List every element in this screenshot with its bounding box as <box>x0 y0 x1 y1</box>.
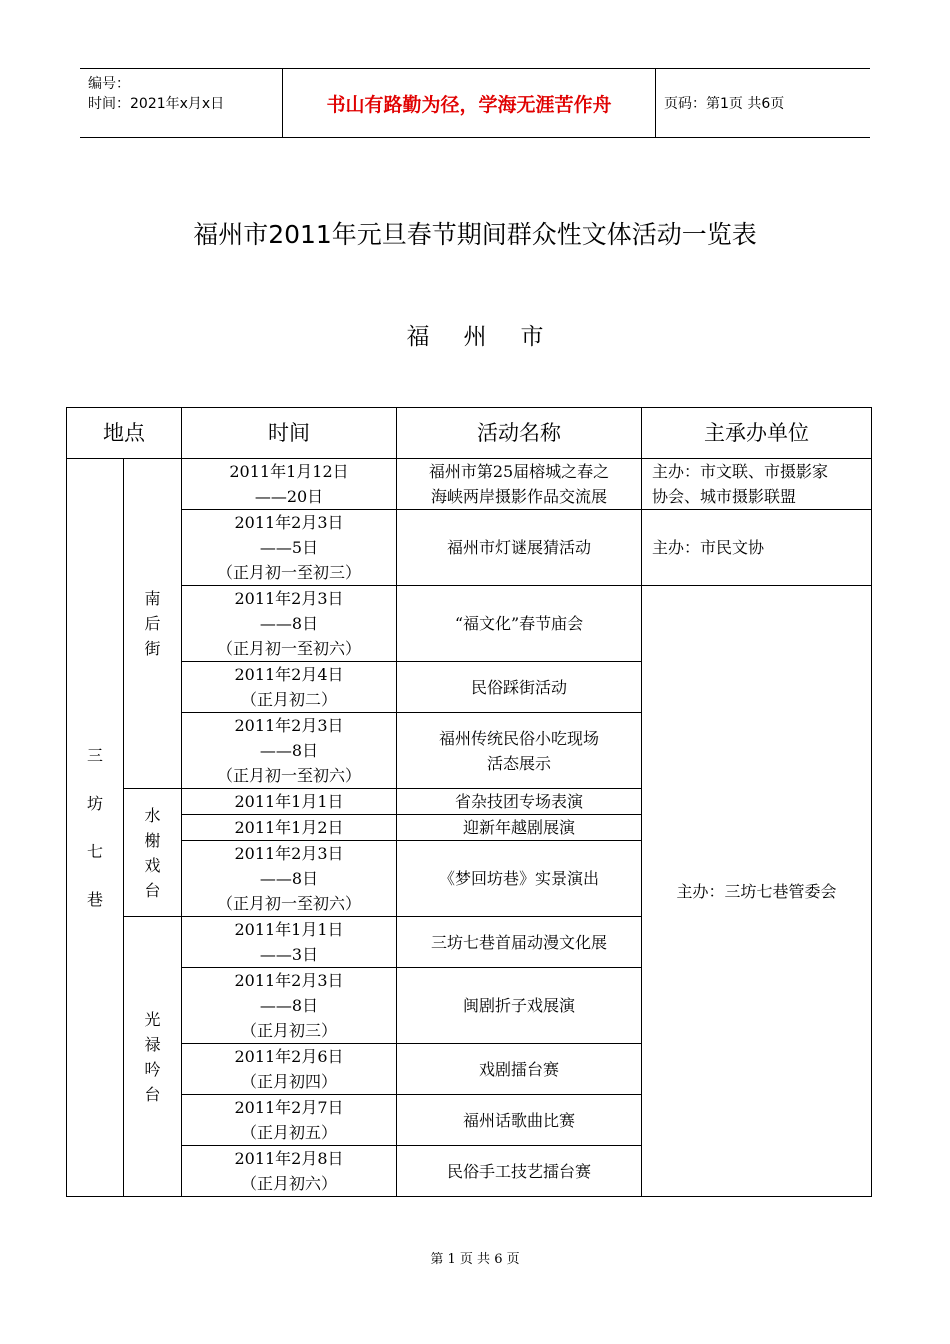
time-line: （正月初六） <box>240 1174 337 1193</box>
table-row <box>67 459 872 510</box>
time-line: （正月初五） <box>240 1123 337 1142</box>
page-header <box>80 68 870 138</box>
time-cell <box>182 662 397 713</box>
header-activity: 活动名称 <box>397 408 642 459</box>
time-line: 2011年2月6日 <box>234 1047 344 1066</box>
activity-cell <box>397 841 642 917</box>
activity-cell <box>397 510 642 586</box>
time-cell <box>182 459 397 510</box>
time-cell <box>182 968 397 1044</box>
time-line: （正月初二） <box>240 690 337 709</box>
time-line: 2011年1月1日 <box>234 792 344 811</box>
header-motto: 书山有路勤为径，学海无涯苦作舟 <box>282 69 656 137</box>
venue-cell-shuixie <box>124 789 182 917</box>
venue-char: 榭 <box>144 830 161 850</box>
time-line: （正月初一至初六） <box>216 639 361 658</box>
time-line: （正月初一至初六） <box>216 766 361 785</box>
time-line: 2011年1月12日 <box>229 462 349 481</box>
time-line: ——8日 <box>259 996 319 1015</box>
venue-char: 吟 <box>144 1059 161 1079</box>
venue-char: 水 <box>144 805 161 825</box>
activity-line: 福州传统民俗小吃现场 <box>438 728 599 748</box>
time-line: 2011年2月7日 <box>234 1098 344 1117</box>
activity-table <box>66 407 872 1197</box>
activity-cell <box>397 1095 642 1146</box>
activity-cell <box>397 1044 642 1095</box>
header-location: 地点 <box>67 408 182 459</box>
time-line: 2011年2月3日 <box>234 971 344 990</box>
header-time: 时间 <box>182 408 397 459</box>
time-cell <box>182 510 397 586</box>
organizer-line: 主办：市文联、市摄影家 <box>652 462 829 481</box>
time-line: ——5日 <box>259 538 319 557</box>
time-line: ——3日 <box>259 945 319 964</box>
activity-line: 《梦回坊巷》实景演出 <box>438 869 599 888</box>
table-header-row <box>67 408 872 459</box>
header-time: 时间：2021年x月x日 <box>88 96 225 112</box>
activity-line: 海峡两岸摄影作品交流展 <box>430 487 607 506</box>
district-cell <box>67 459 124 1197</box>
time-cell <box>182 789 397 815</box>
shared-organizer-cell: 主办：三坊七巷管委会 <box>642 586 872 1197</box>
time-cell <box>182 841 397 917</box>
activity-cell <box>397 459 642 510</box>
activity-line: 省杂技团专场表演 <box>454 792 583 811</box>
venue-char: 台 <box>144 1084 161 1104</box>
district-char: 巷 <box>86 889 103 909</box>
time-cell <box>182 1146 397 1197</box>
venue-char: 台 <box>144 880 161 900</box>
venue-char: 戏 <box>144 855 161 875</box>
time-line: 2011年2月3日 <box>234 716 344 735</box>
time-cell <box>182 713 397 789</box>
time-line: ——8日 <box>259 614 319 633</box>
organizer-cell <box>642 510 872 586</box>
venue-char: 后 <box>144 614 161 633</box>
district-char: 三 <box>86 745 103 765</box>
table-row <box>67 586 872 662</box>
activity-line: 福州市灯谜展猜活动 <box>446 538 591 557</box>
activity-line: 三坊七巷首届动漫文化展 <box>430 932 607 952</box>
venue-char: 光 <box>144 1009 161 1029</box>
time-line: 2011年2月3日 <box>234 589 344 608</box>
organizer-line: 主办：市民文协 <box>652 538 765 557</box>
activity-cell <box>397 586 642 662</box>
time-line: ——20日 <box>254 487 324 506</box>
organizer-cell <box>642 459 872 510</box>
time-line: （正月初四） <box>240 1072 337 1091</box>
header-number: 编号： <box>88 76 130 92</box>
venue-char: 南 <box>144 589 161 608</box>
page-footer: 第 1 页 共 6 页 <box>430 1252 520 1267</box>
activity-line: 戏剧擂台赛 <box>478 1059 559 1079</box>
activity-cell <box>397 662 642 713</box>
time-line: 2011年2月4日 <box>234 665 344 684</box>
time-line: （正月初一至初三） <box>216 563 361 582</box>
document-title: 福州市2011年元旦春节期间群众性文体活动一览表 <box>193 220 757 249</box>
time-cell <box>182 815 397 841</box>
activity-cell <box>397 1146 642 1197</box>
activity-line: 活态展示 <box>486 753 551 773</box>
table-row <box>67 510 872 586</box>
time-line: ——8日 <box>259 741 319 760</box>
time-line: ——8日 <box>259 869 319 888</box>
time-line: 2011年1月2日 <box>234 818 344 837</box>
time-cell <box>182 586 397 662</box>
time-line: 2011年2月8日 <box>234 1149 344 1168</box>
time-cell <box>182 1044 397 1095</box>
header-meta <box>80 69 282 137</box>
activity-line: “福文化”春节庙会 <box>454 614 584 633</box>
venue-cell-guanglu <box>124 917 182 1197</box>
activity-cell <box>397 968 642 1044</box>
activity-line: 迎新年越剧展演 <box>462 818 575 837</box>
venue-char: 街 <box>144 639 161 658</box>
venue-char: 禄 <box>144 1034 161 1054</box>
time-line: （正月初三） <box>240 1021 337 1040</box>
activity-cell <box>397 815 642 841</box>
time-line: 2011年2月3日 <box>234 513 344 532</box>
activity-line: 闽剧折子戏展演 <box>462 996 575 1015</box>
activity-line: 福州市第25届榕城之春之 <box>428 462 610 481</box>
time-line: 2011年1月1日 <box>234 920 344 939</box>
activity-cell <box>397 713 642 789</box>
time-cell <box>182 917 397 968</box>
time-line: 2011年2月3日 <box>234 844 344 863</box>
district-char: 七 <box>86 841 103 861</box>
header-organizer: 主承办单位 <box>642 408 872 459</box>
time-line: （正月初一至初六） <box>216 894 361 913</box>
activity-cell <box>397 917 642 968</box>
document-subtitle: 福州市 <box>406 324 578 350</box>
time-cell <box>182 1095 397 1146</box>
venue-cell-nanhou <box>124 459 182 789</box>
activity-line: 民俗手工技艺擂台赛 <box>446 1161 591 1181</box>
activity-cell <box>397 789 642 815</box>
header-page-info: 页码：第1页 共6页 <box>664 96 785 112</box>
district-char: 坊 <box>86 793 103 813</box>
activity-line: 福州话歌曲比赛 <box>462 1110 575 1130</box>
activity-line: 民俗踩街活动 <box>470 677 567 697</box>
organizer-line: 协会、城市摄影联盟 <box>652 487 797 506</box>
